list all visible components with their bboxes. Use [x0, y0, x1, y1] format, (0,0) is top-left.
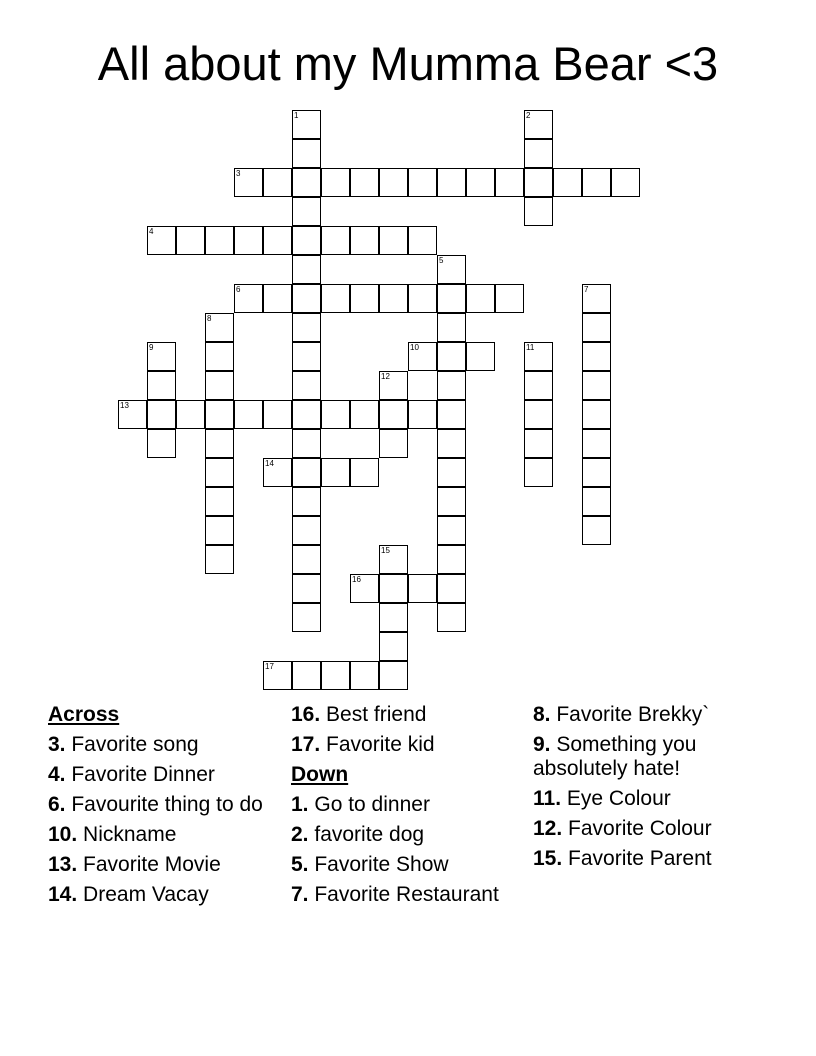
grid-number: 15: [381, 546, 390, 555]
grid-cell[interactable]: [582, 458, 611, 487]
grid-number: 1: [294, 111, 299, 120]
clue-down-11: 11. Eye Colour: [533, 787, 671, 810]
clue-down-15: 15. Favorite Parent: [533, 847, 712, 870]
grid-number: 9: [149, 343, 154, 352]
grid-cell[interactable]: [437, 458, 466, 487]
grid-cell[interactable]: [292, 661, 321, 690]
grid-cell[interactable]: [292, 574, 321, 603]
clue-down-2: 2. favorite dog: [291, 823, 425, 846]
clue-down-9: 9. Something you absolutely hate!: [533, 733, 697, 780]
grid-cell[interactable]: [466, 168, 495, 197]
grid-cell[interactable]: [582, 400, 611, 429]
grid-cell[interactable]: [408, 284, 437, 313]
grid-cell[interactable]: [321, 400, 350, 429]
grid-cell[interactable]: [205, 371, 234, 400]
grid-cell[interactable]: [292, 284, 321, 313]
grid-cell[interactable]: [321, 661, 350, 690]
clue-across-13: 13. Favorite Movie: [48, 853, 221, 876]
grid-cell[interactable]: [292, 603, 321, 632]
clue-down-5: 5. Favorite Show: [291, 853, 449, 876]
grid-cell[interactable]: [437, 342, 466, 371]
grid-cell[interactable]: [263, 226, 292, 255]
grid-cell[interactable]: [408, 226, 437, 255]
grid-cell[interactable]: [379, 574, 408, 603]
grid-cell[interactable]: [263, 400, 292, 429]
grid-cell[interactable]: [205, 226, 234, 255]
grid-cell[interactable]: [147, 226, 176, 255]
grid-number: 12: [381, 372, 390, 381]
grid-cell[interactable]: [408, 168, 437, 197]
clue-across-16: 16. Best friend: [291, 703, 427, 726]
grid-cell[interactable]: [524, 139, 553, 168]
grid-number: 5: [439, 256, 444, 265]
grid-cell[interactable]: [292, 110, 321, 139]
down-header: Down: [291, 763, 349, 786]
across-header: Across: [48, 703, 120, 726]
grid-cell[interactable]: [321, 284, 350, 313]
grid-cell[interactable]: [582, 516, 611, 545]
grid-cell[interactable]: [524, 110, 553, 139]
grid-cell[interactable]: [379, 603, 408, 632]
grid-cell[interactable]: [350, 284, 379, 313]
grid-cell[interactable]: [553, 168, 582, 197]
grid-cell[interactable]: [437, 313, 466, 342]
grid-cell[interactable]: [147, 342, 176, 371]
grid-cell[interactable]: [292, 371, 321, 400]
grid-cell[interactable]: [379, 661, 408, 690]
grid-number: 11: [526, 343, 535, 352]
clue-down-8: 8. Favorite Brekky`: [533, 703, 710, 726]
grid-cell[interactable]: [495, 168, 524, 197]
grid-cell[interactable]: [437, 603, 466, 632]
grid-cell[interactable]: [524, 400, 553, 429]
grid-cell[interactable]: [147, 400, 176, 429]
grid-cell[interactable]: [437, 255, 466, 284]
clues-column-2: [291, 703, 516, 913]
clues-column-3: [533, 703, 763, 877]
grid-number: 2: [526, 111, 531, 120]
grid-cell[interactable]: [582, 313, 611, 342]
grid-cell[interactable]: [205, 429, 234, 458]
grid-cell[interactable]: [292, 545, 321, 574]
grid-cell[interactable]: [234, 284, 263, 313]
grid-cell[interactable]: [582, 284, 611, 313]
clue-across-6: 6. Favourite thing to do: [48, 793, 263, 816]
grid-cell[interactable]: [582, 371, 611, 400]
clue-across-10: 10. Nickname: [48, 823, 177, 846]
grid-cell[interactable]: [524, 429, 553, 458]
grid-number: 13: [120, 401, 129, 410]
grid-cell[interactable]: [379, 429, 408, 458]
grid-cell[interactable]: [292, 197, 321, 226]
grid-cell[interactable]: [408, 574, 437, 603]
grid-cell[interactable]: [582, 487, 611, 516]
grid-cell[interactable]: [437, 574, 466, 603]
grid-number: 17: [265, 662, 274, 671]
grid-cell[interactable]: [437, 545, 466, 574]
grid-cell[interactable]: [379, 226, 408, 255]
grid-cell[interactable]: [350, 168, 379, 197]
grid-cell[interactable]: [379, 168, 408, 197]
grid-cell[interactable]: [437, 487, 466, 516]
grid-number: 7: [584, 285, 589, 294]
grid-cell[interactable]: [524, 458, 553, 487]
grid-cell[interactable]: [437, 516, 466, 545]
grid-cell[interactable]: [582, 429, 611, 458]
grid-cell[interactable]: [147, 429, 176, 458]
grid-cell[interactable]: [292, 226, 321, 255]
grid-cell[interactable]: [437, 429, 466, 458]
grid-cell[interactable]: [524, 342, 553, 371]
grid-cell[interactable]: [292, 342, 321, 371]
clue-across-4: 4. Favorite Dinner: [48, 763, 215, 786]
grid-cell[interactable]: [379, 284, 408, 313]
grid-cell[interactable]: [379, 400, 408, 429]
grid-cell[interactable]: [263, 661, 292, 690]
grid-cell[interactable]: [118, 400, 147, 429]
grid-cell[interactable]: [176, 226, 205, 255]
grid-cell[interactable]: [321, 458, 350, 487]
clue-across-3: 3. Favorite song: [48, 733, 199, 756]
grid-cell[interactable]: [379, 632, 408, 661]
grid-cell[interactable]: [292, 255, 321, 284]
grid-cell[interactable]: [234, 226, 263, 255]
grid-number: 8: [207, 314, 212, 323]
grid-cell[interactable]: [292, 313, 321, 342]
grid-cell[interactable]: [205, 487, 234, 516]
grid-cell[interactable]: [611, 168, 640, 197]
grid-cell[interactable]: [205, 516, 234, 545]
grid-cell[interactable]: [437, 400, 466, 429]
grid-cell[interactable]: [205, 342, 234, 371]
grid-cell[interactable]: [147, 371, 176, 400]
grid-cell[interactable]: [350, 458, 379, 487]
grid-cell[interactable]: [350, 400, 379, 429]
grid-cell[interactable]: [466, 342, 495, 371]
grid-cell[interactable]: [205, 545, 234, 574]
grid-cell[interactable]: [350, 226, 379, 255]
grid-cell[interactable]: [234, 168, 263, 197]
grid-cell[interactable]: [292, 429, 321, 458]
grid-cell[interactable]: [379, 371, 408, 400]
grid-cell[interactable]: [205, 458, 234, 487]
grid-cell[interactable]: [263, 458, 292, 487]
grid-number: 10: [410, 343, 419, 352]
grid-cell[interactable]: [408, 342, 437, 371]
grid-cell[interactable]: [176, 400, 205, 429]
grid-cell[interactable]: [495, 284, 524, 313]
grid-number: 6: [236, 285, 241, 294]
grid-cell[interactable]: [582, 342, 611, 371]
grid-cell[interactable]: [408, 400, 437, 429]
grid-cell[interactable]: [350, 661, 379, 690]
grid-cell[interactable]: [379, 545, 408, 574]
grid-cell[interactable]: [437, 168, 466, 197]
grid-cell[interactable]: [321, 226, 350, 255]
grid-cell[interactable]: [292, 400, 321, 429]
puzzle-title: All about my Mumma Bear <3: [97, 37, 719, 90]
grid-cell[interactable]: [263, 284, 292, 313]
grid-cell[interactable]: [292, 139, 321, 168]
grid-cell[interactable]: [524, 168, 553, 197]
grid-cell[interactable]: [205, 313, 234, 342]
grid-cell[interactable]: [466, 284, 495, 313]
grid-cell[interactable]: [437, 371, 466, 400]
clue-across-14: 14. Dream Vacay: [48, 883, 209, 906]
clue-down-12: 12. Favorite Colour: [533, 817, 712, 840]
grid-cell[interactable]: [292, 458, 321, 487]
grid-number: 3: [236, 169, 241, 178]
grid-cell[interactable]: [321, 168, 350, 197]
grid-cell[interactable]: [263, 168, 292, 197]
grid-number: 14: [265, 459, 274, 468]
grid-cell[interactable]: [234, 400, 263, 429]
clue-across-17: 17. Favorite kid: [291, 733, 435, 756]
clues-column-1: [48, 703, 273, 913]
grid-number: 4: [149, 227, 154, 236]
clue-down-1: 1. Go to dinner: [291, 793, 430, 816]
grid-cell[interactable]: [524, 197, 553, 226]
clue-down-7: 7. Favorite Restaurant: [291, 883, 499, 906]
grid-cell[interactable]: [205, 400, 234, 429]
grid-cell[interactable]: [292, 487, 321, 516]
grid-number: 16: [352, 575, 361, 584]
grid-cell[interactable]: [582, 168, 611, 197]
grid-cell[interactable]: [350, 574, 379, 603]
grid-cell[interactable]: [292, 516, 321, 545]
grid-cell[interactable]: [437, 284, 466, 313]
grid-cell[interactable]: [524, 371, 553, 400]
grid-cell[interactable]: [292, 168, 321, 197]
